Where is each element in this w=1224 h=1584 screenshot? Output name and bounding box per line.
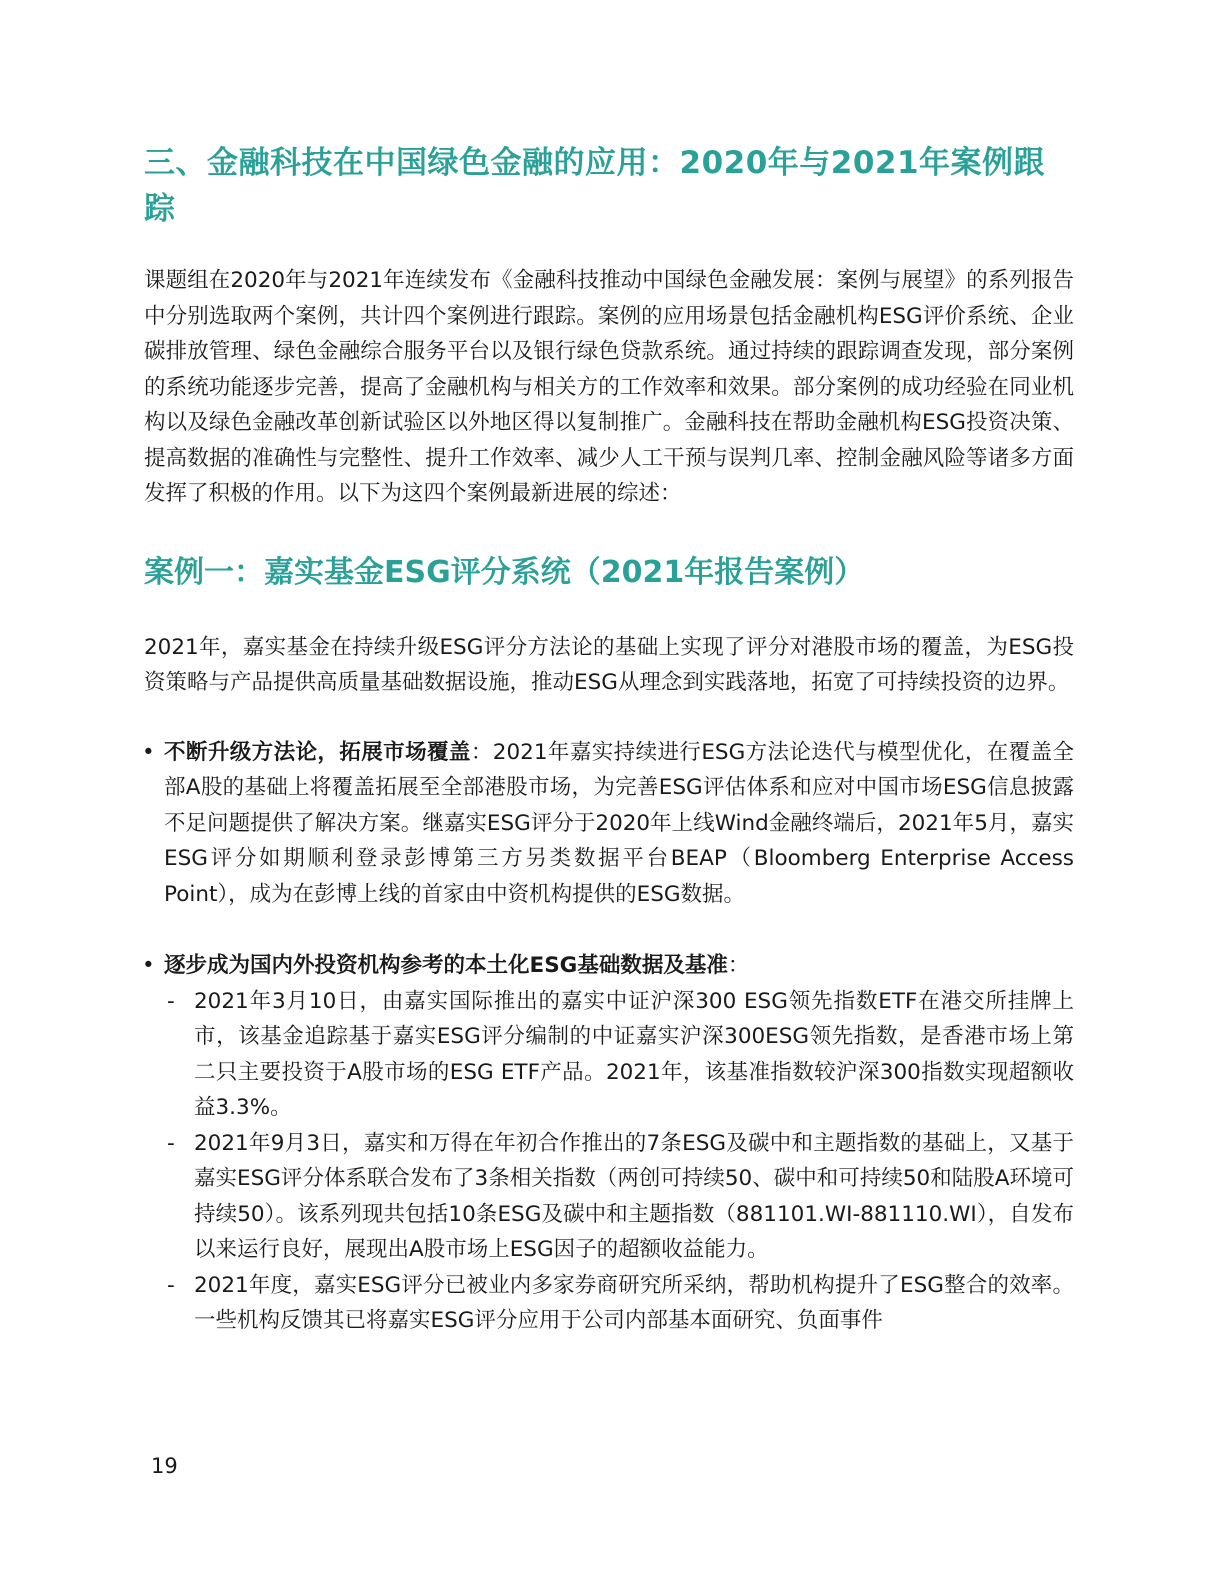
sub-item-text: 2021年3月10日，由嘉实国际推出的嘉实中证沪深300 ESG领先指数ETF在港交所挂牌上市，该基金追踪基于嘉实ESG评分编制的中证嘉实沪深300ESG领先指数，是香港市场上第二只主要投资于A股市场的ESG ETF产品。2021年，该基准指数较沪深300指数实现超额收益3.3%。 xyxy=(194,988,1074,1120)
case-title: 案例一：嘉实基金ESG评分系统（2021年报告案例） xyxy=(144,554,865,590)
sub-item xyxy=(164,984,1074,1126)
case-intro-paragraph: 2021年，嘉实基金在持续升级ESG评分方法论的基础上实现了评分对港股市场的覆盖，为ESG投资策略与产品提供高质量基础数据设施，推动ESG从理念到实践落地，拓宽了可持续投资的边界。 xyxy=(144,634,1074,695)
sub-item xyxy=(164,1126,1074,1268)
bullet-item-methodology xyxy=(144,735,1074,913)
bullet-text: ： xyxy=(727,953,750,978)
dash-icon: - xyxy=(167,1130,175,1156)
bullet-item-benchmark xyxy=(144,948,1074,1339)
sub-item xyxy=(164,1268,1074,1339)
bullet-dot-icon: • xyxy=(142,739,155,765)
section-title: 三、金融科技在中国绿色金融的应用：2020年与2021年案例跟踪 xyxy=(144,145,1046,227)
page-content xyxy=(144,140,1074,1339)
bullet-heading: 逐步成为国内外投资机构参考的本土化ESG基础数据及基准 xyxy=(164,953,728,978)
sub-item-text: 2021年度，嘉实ESG评分已被业内多家券商研究所采纳，帮助机构提升了ESG整合的效率。一些机构反馈其已将嘉实ESG评分应用于公司内部基本面研究、负面事件 xyxy=(194,1272,1074,1333)
sub-item-text: 2021年9月3日，嘉实和万得在年初合作推出的7条ESG及碳中和主题指数的基础上，又基于嘉实ESG评分体系联合发布了3条相关指数（两创可持续50、碳中和可持续50和陆股A环境可持续50）。该系列现共包括10条ESG及碳中和主题指数（881101.WI-881110.WI），自发布以来运行良好，展现出A股市场上ESG因子的超额收益能力。 xyxy=(194,1130,1074,1262)
sub-list xyxy=(164,984,1074,1339)
bullet-heading: 不断升级方法论，拓展市场覆盖 xyxy=(164,739,471,765)
intro-paragraph: 课题组在2020年与2021年连续发布《金融科技推动中国绿色金融发展：案例与展望》的系列报告中分别选取两个案例，共计四个案例进行跟踪。案例的应用场景包括金融机构ESG评价系统、企业碳排放管理、绿色金融综合服务平台以及银行绿色贷款系统。通过持续的跟踪调查发现，部分案例的系统功能逐步完善，提高了金融机构与相关方的工作效率和效果。部分案例的成功经验在同业机构以及绿色金融改革创新试验区以外地区得以复制推广。金融科技在帮助金融机构ESG投资决策、提高数据的准确性与完整性、提升工作效率、减少人工干预与误判几率、控制金融风险等诸多方面发挥了积极的作用。以下为这四个案例最新进展的综述： xyxy=(144,268,1074,506)
dash-icon: - xyxy=(167,1272,175,1298)
bullet-text: ：2021年嘉实持续进行ESG方法论迭代与模型优化，在覆盖全部A股的基础上将覆盖拓展至全部港股市场，为完善ESG评估体系和应对中国市场ESG信息披露不足问题提供了解决方案。继嘉实ESG评分于2020年上线Wind金融终端后，2021年5月，嘉实ESG评分如期顺利登录彭博第三方另类数据平台BEAP（Bloomberg Enterprise Access Point），成为在彭博上线的首家由中资机构提供的ESG数据。 xyxy=(164,739,1074,907)
dash-icon: - xyxy=(167,988,175,1014)
bullet-dot-icon: • xyxy=(142,953,155,978)
bullet-list xyxy=(144,735,1074,1339)
page-number: 19 xyxy=(151,1454,178,1478)
